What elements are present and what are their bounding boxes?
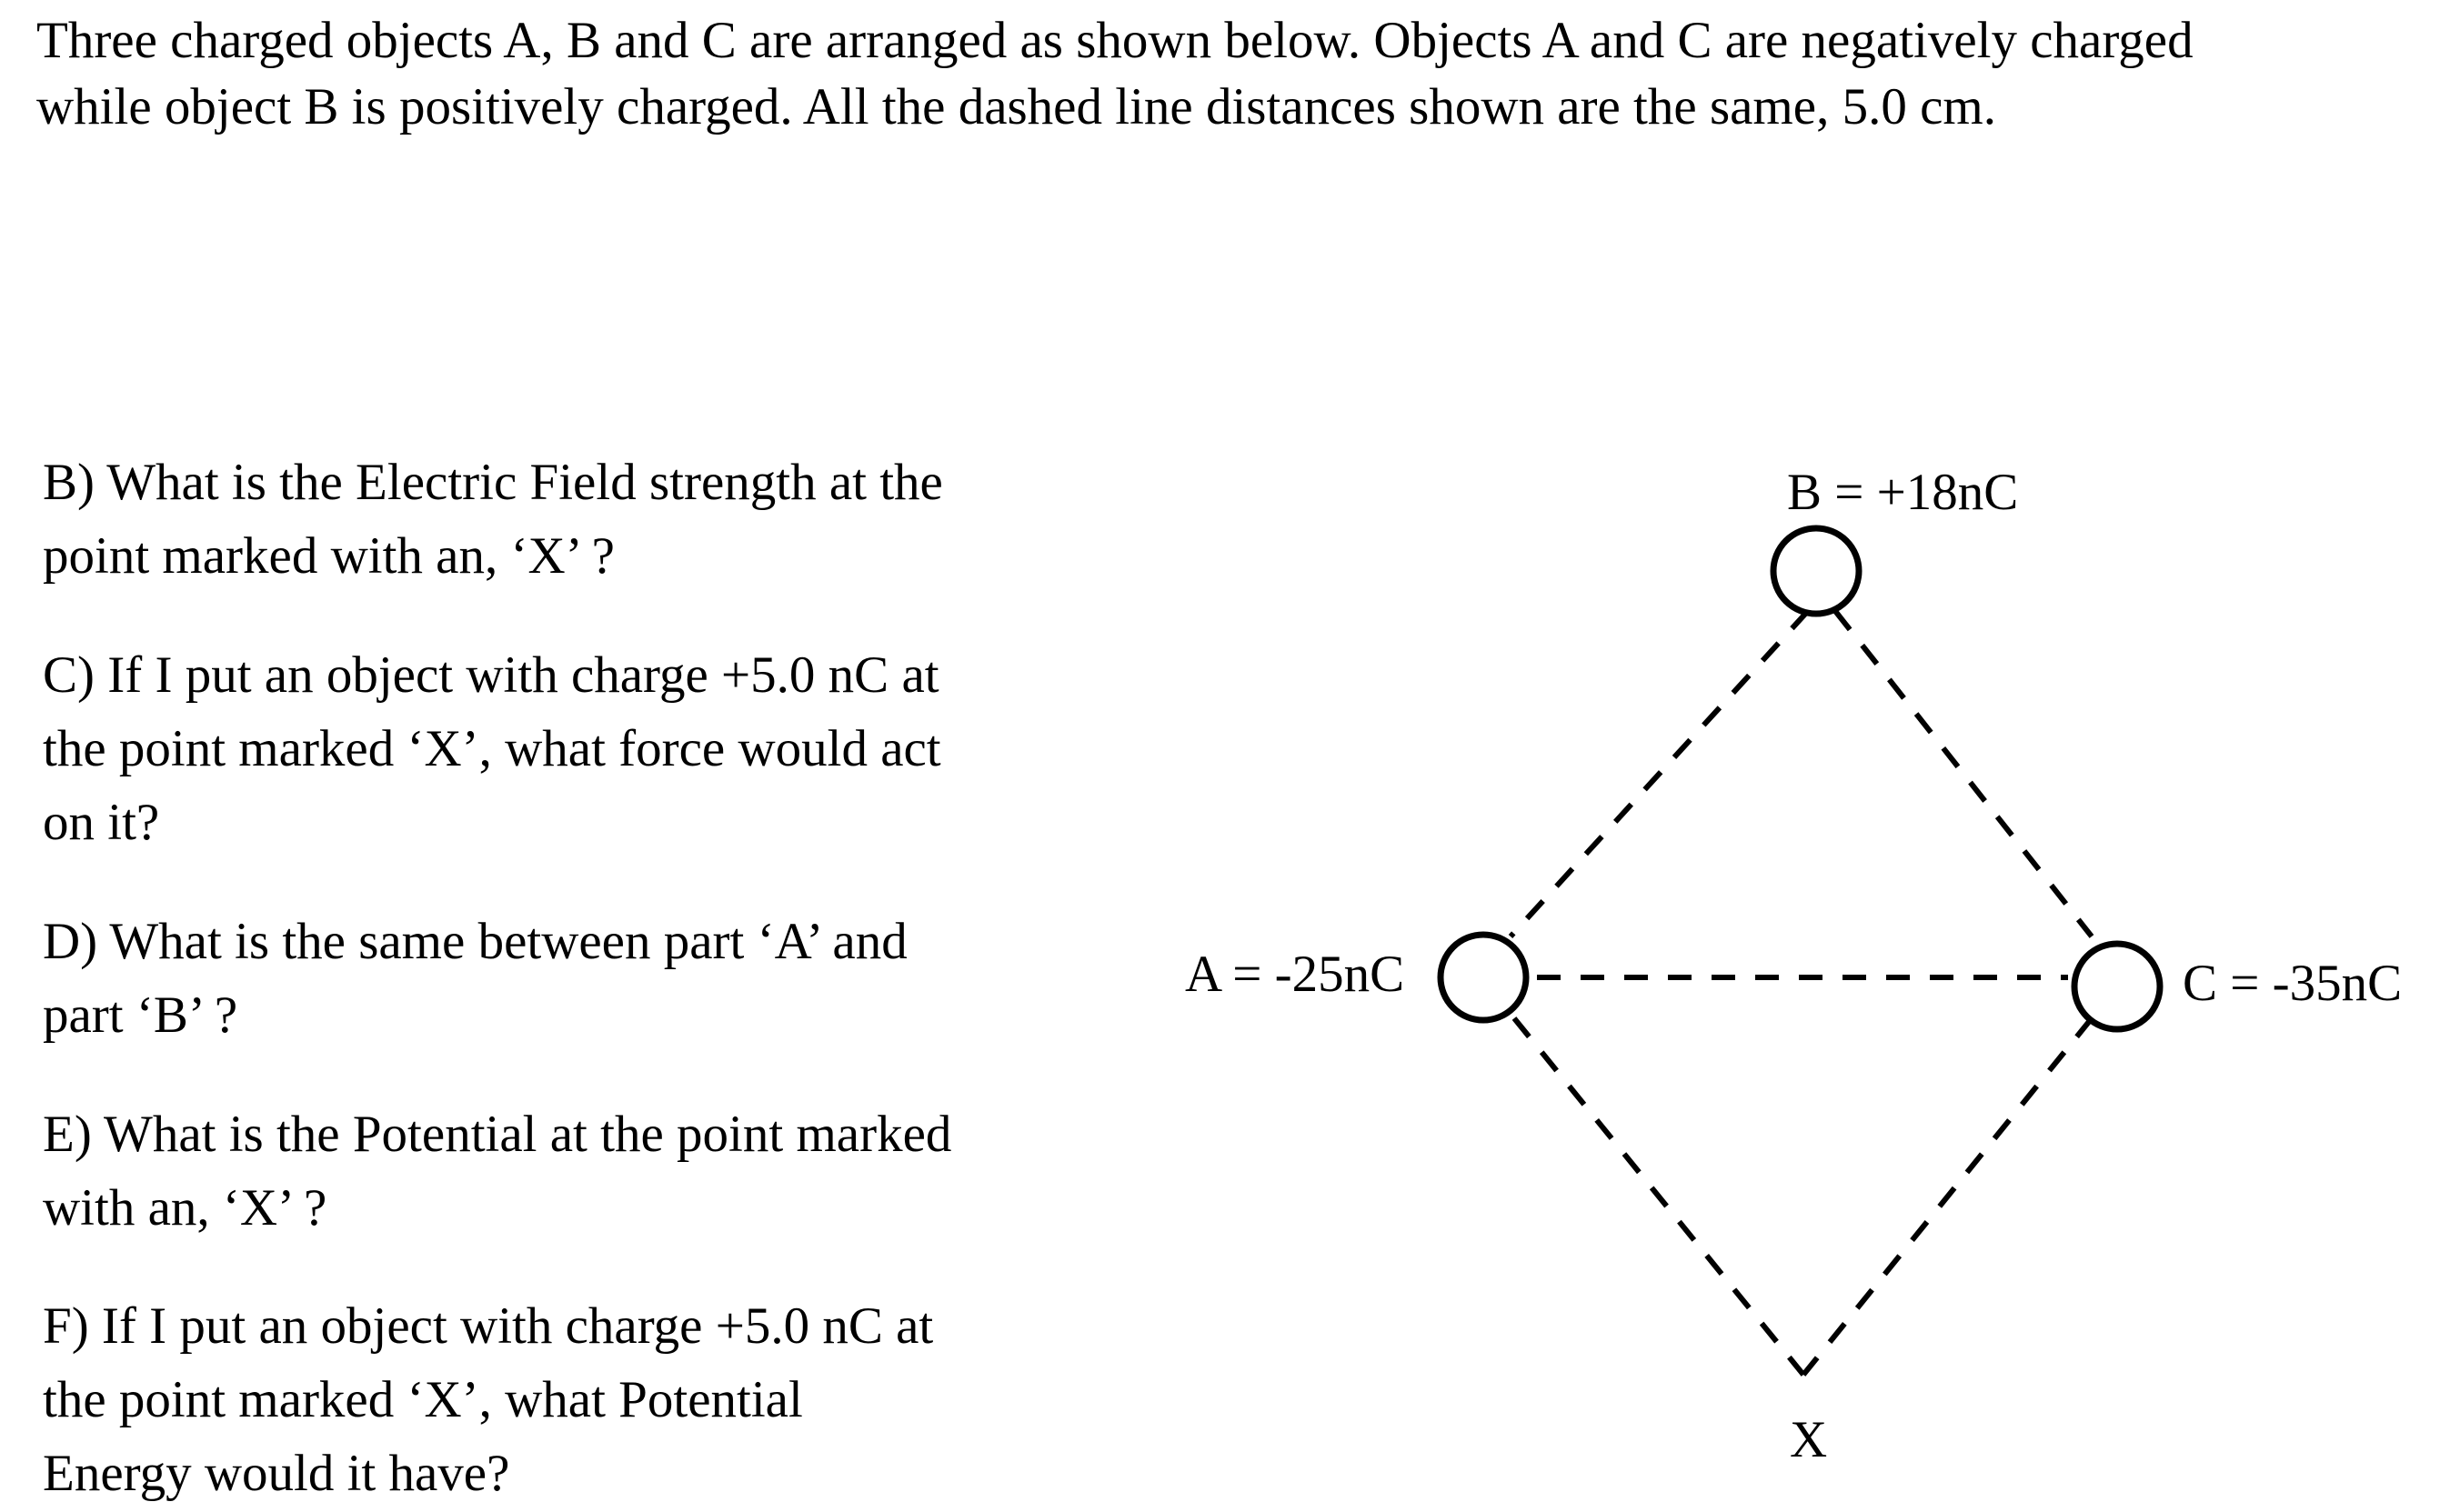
question-e-line-1: E) What is the Potential at the point marked [43,1106,952,1163]
question-f-line-2: the point marked ‘X’, what Potential [43,1371,803,1428]
question-c-line-3: on it? [43,794,160,851]
question-c-line-2: the point marked ‘X’, what force would act [43,720,941,777]
question-f-line-1: F) If I put an object with charge +5.0 nC at [43,1297,934,1355]
charge-b-label: B = +18nC [1787,464,2019,521]
question-e-line-2: with an, ‘X’ ? [43,1179,327,1237]
question-f-line-3: Energy would it have? [43,1445,510,1502]
charge-c-circle [2074,944,2160,1029]
question-b-line-1: B) What is the Electric Field strength at the [43,454,943,511]
charge-b-circle [1773,528,1859,614]
dashed-line-b-c [1835,611,2092,936]
dashed-line-c-x [1803,1018,2092,1375]
question-c-line-1: C) If I put an object with charge +5.0 nC at [43,646,939,704]
question-b-line-2: point marked with an, ‘X’ ? [43,527,615,585]
charge-a-circle [1441,935,1526,1020]
charge-a-label: A = -25nC [1185,946,1405,1003]
charge-c-label: C = -35nC [2183,955,2403,1012]
problem-statement-line-1: Three charged objects A, B and C are arranged as shown below. Objects A and C are negatively charged [36,12,2194,69]
dashed-line-a-x [1514,1018,1803,1375]
point-x-label: X [1790,1411,1828,1468]
question-d-line-2: part ‘B’ ? [43,986,238,1044]
question-d-line-1: D) What is the same between part ‘A’ and [43,913,908,970]
dashed-line-b-a [1511,611,1808,936]
problem-statement-line-2: while object B is positively charged. All the dashed line distances shown are the same, 5.0 cm. [36,78,1996,135]
